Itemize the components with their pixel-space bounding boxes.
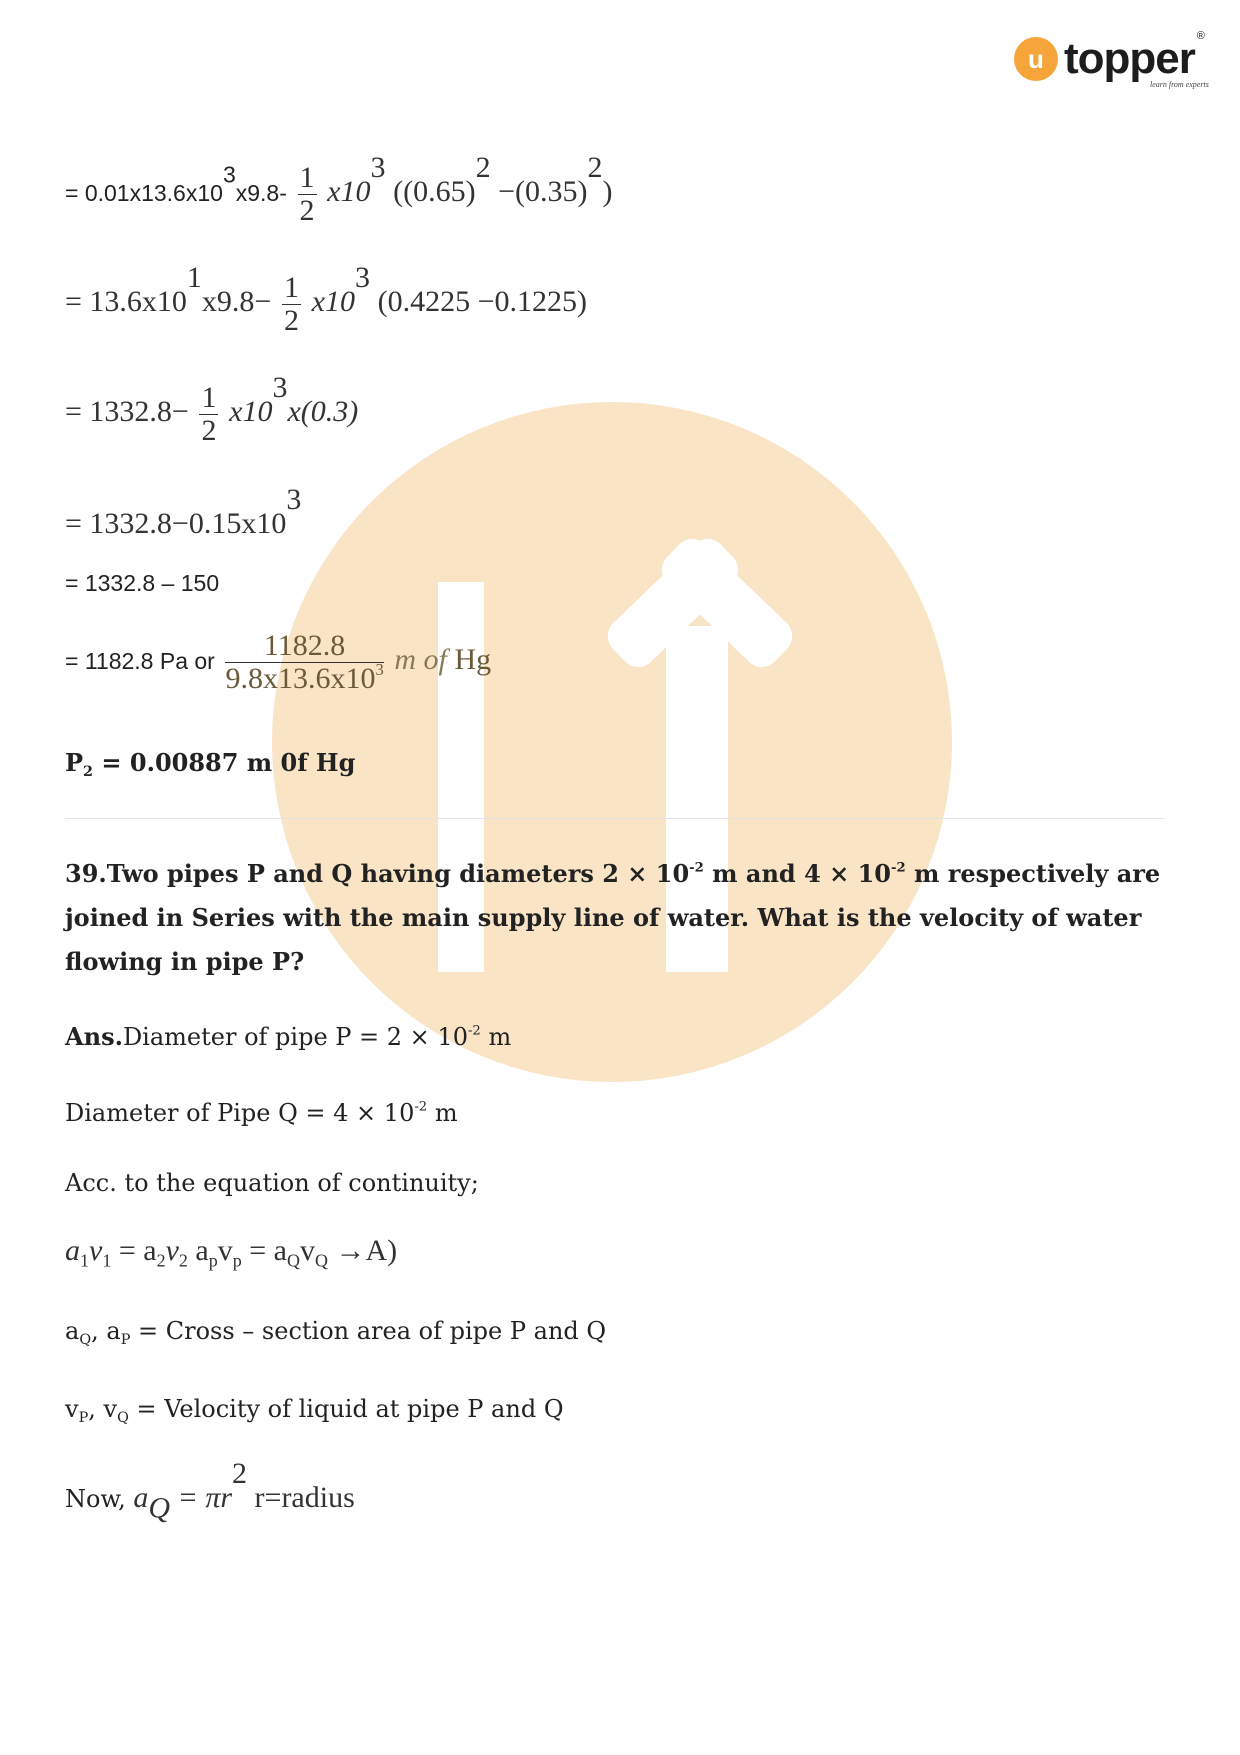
logo-tagline: learn from experts	[1150, 80, 1209, 89]
equation-line-5: = 1332.8 – 150	[65, 570, 220, 596]
section-divider	[65, 818, 1165, 819]
continuity-equation: $a_1v_1 = a_2v_2$ $a_pv_p = a_Qv_Q \to A$)	[65, 1234, 398, 1271]
logo-name: topper	[1064, 34, 1195, 83]
answer-velocity-def: $v_P$, $v_Q$ = Velocity of liquid at pipe P and Q	[65, 1395, 564, 1427]
logo-registered: ®	[1196, 30, 1205, 42]
equation-line-6: = 1182.8 Pa or $\frac{1182.8}{9.8x13.6x10^3}$ m of Hg	[65, 629, 492, 695]
result-p2: $P_2 = 0.00887$ m 0f Hg	[65, 748, 356, 781]
topper-logo	[1014, 30, 1205, 84]
answer-area-formula: Now, $a_Q = \pi r^2$ r=radius	[65, 1457, 355, 1525]
answer-area-def: $a_Q$, $a_P$ = Cross – section area of pipe P and Q	[65, 1317, 607, 1349]
logo-mark-icon: u	[1014, 37, 1058, 81]
answer-continuity: Acc. to the equation of continuity;	[65, 1169, 479, 1197]
answer-diameter-q: Diameter of Pipe $Q = 4 \times 10^{-2}$ m	[65, 1099, 458, 1127]
equation-line-1: = $0.01x13.6x10^3x9.8-$ $\frac{1}{2}$ $x10^3$ $((0.65)^2 -(0.35)^2)$	[65, 151, 613, 227]
fraction-half: $\frac{1}{2}$	[299, 161, 315, 227]
question-39: 39.Two pipes P and Q having diameters $2 \times 10^{-2}$ m and $4 \times 10^{-2}$ m respectively are joined in Series with the main supply line of water. What is the velocity of water flowing in pipe P?	[65, 859, 1161, 976]
equation-line-4: = $1332.8-0.15x10^3$	[65, 483, 302, 540]
answer-diameter-p: Ans.Diameter of pipe $P = 2 \times 10^{-2}$ m	[65, 1022, 512, 1051]
equation-line-2: = $13.6x10^1x9.8-$ $\frac{1}{2}$ $x10^3$ (0.4225 −0.1225)	[65, 261, 587, 337]
watermark-arrow-icon	[590, 532, 800, 642]
equation-line-3: = 1332.8− $\frac{1}{2}$ $x10^3x(0.3)$	[65, 371, 359, 447]
